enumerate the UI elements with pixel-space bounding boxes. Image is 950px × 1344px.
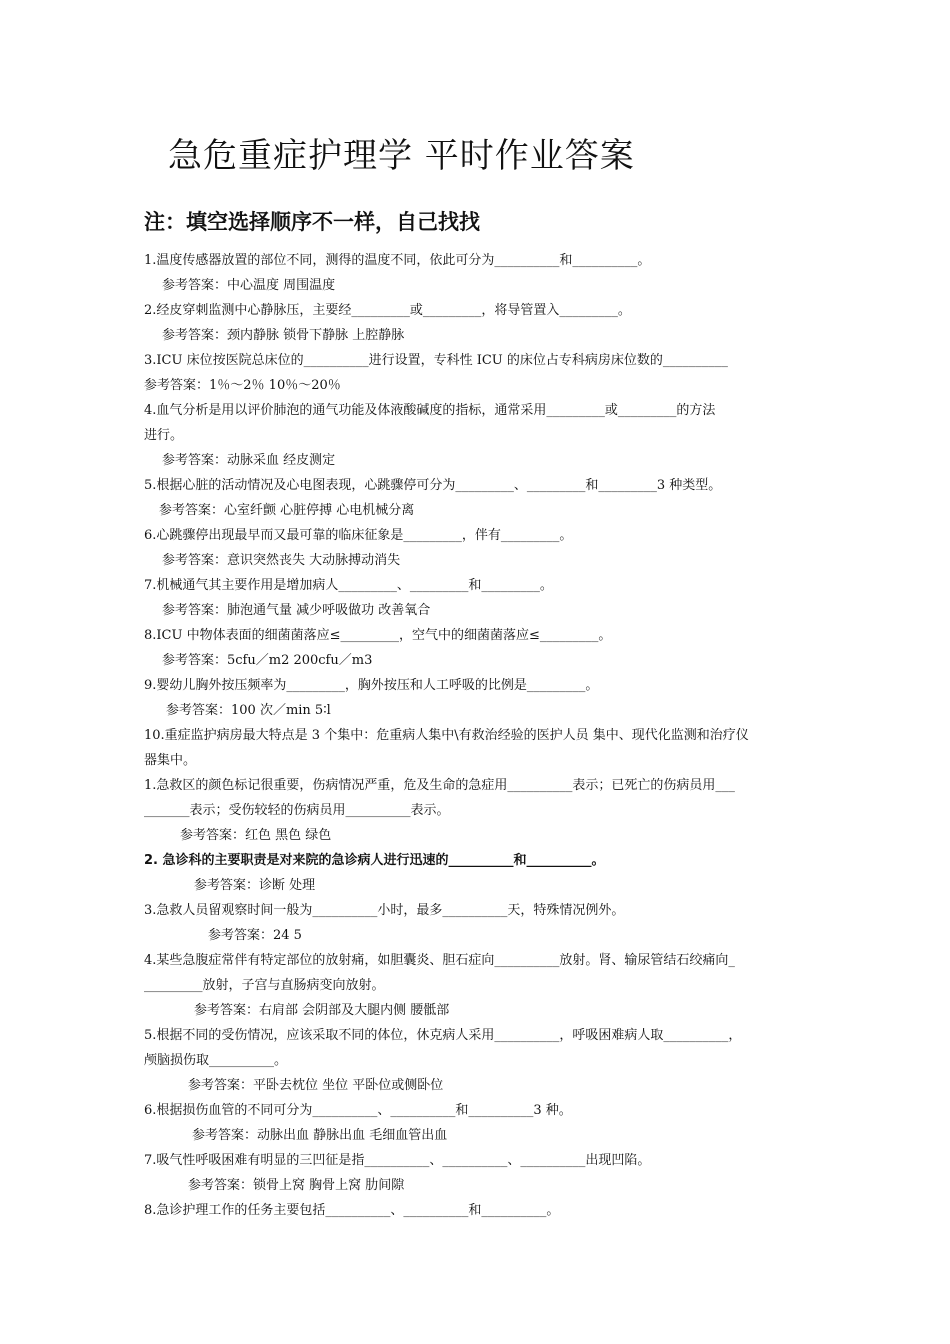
- question-line: 4.血气分析是用以评价肺泡的通气功能及体液酸碱度的指标，通常采用_________或_________的方法: [144, 403, 716, 418]
- question-line-continued: 颅脑损伤取__________。: [144, 1053, 288, 1068]
- answer-line: 参考答案：颈内静脉 锁骨下静脉 上腔静脉: [162, 328, 405, 343]
- page-title: 急危重症护理学 平时作业答案: [168, 136, 635, 176]
- answer-line: 参考答案：24 5: [208, 928, 302, 943]
- answer-line: 参考答案：中心温度 周围温度: [162, 278, 336, 293]
- question-line: 7.吸气性呼吸困难有明显的三凹征是指__________、__________、__________出现凹陷。: [144, 1153, 651, 1168]
- document-body: [144, 248, 810, 1223]
- question-line: 1.温度传感器放置的部位不同，测得的温度不同，依此可分为__________和__________。: [144, 253, 651, 268]
- question-line: 2.经皮穿刺监测中心静脉压，主要经_________或_________，将导管置入_________。: [144, 303, 631, 318]
- question-line: 9.婴幼儿胸外按压频率为_________，胸外按压和人工呼吸的比例是_________。: [144, 678, 599, 693]
- answer-line: 参考答案：右肩部 会阴部及大腿内侧 腰骶部: [194, 1003, 450, 1018]
- question-line-continued: _________放射，子宫与直肠病变向放射。: [144, 978, 385, 993]
- answer-line: 参考答案：肺泡通气量 减少呼吸做功 改善氧合: [162, 603, 431, 618]
- question-line-continued: _______表示；受伤较轻的伤病员用__________表示。: [144, 803, 450, 818]
- answer-line: 参考答案：5cfu／m2 200cfu／m3: [162, 653, 373, 668]
- question-line: 10.重症监护病房最大特点是 3 个集中：危重病人集中\有救治经验的医护人员 集中、现代化监测和治疗仪: [144, 728, 749, 743]
- question-line: 3.急救人员留观察时间一般为__________小时，最多__________天，特殊情况例外。: [144, 903, 625, 918]
- question-line: 8.ICU 中物体表面的细菌菌落应≤_________，空气中的细菌菌落应≤_________。: [144, 628, 612, 643]
- answer-line: 参考答案：动脉采血 经皮测定: [162, 453, 336, 468]
- question-line: 7.机械通气其主要作用是增加病人_________、_________和_________。: [144, 578, 553, 593]
- question-line: 5.根据不同的受伤情况，应该采取不同的体位，休克病人采用__________，呼吸困难病人取__________，: [144, 1028, 742, 1043]
- answer-line: 参考答案：心室纤颤 心脏停搏 心电机械分离: [159, 503, 415, 518]
- question-line: 1.急救区的颜色标记很重要，伤病情况严重，危及生命的急症用__________表示；已死亡的伤病员用___: [144, 778, 735, 793]
- question-line: 6.心跳骤停出现最早而又最可靠的临床征象是_________，伴有_________。: [144, 528, 573, 543]
- answer-line: 参考答案：1％～2％ 10％～20％: [144, 378, 341, 393]
- question-line: 6.根据损伤血管的不同可分为__________、__________和__________3 种。: [144, 1103, 572, 1118]
- answer-line: 参考答案：动脉出血 静脉出血 毛细血管出血: [192, 1128, 448, 1143]
- answer-line: 参考答案：红色 黑色 绿色: [180, 828, 332, 843]
- answer-line: 参考答案：锁骨上窝 胸骨上窝 肋间隙: [188, 1178, 405, 1193]
- answer-line: 参考答案：诊断 处理: [194, 878, 316, 893]
- note-heading: 注：填空选择顺序不一样，自己找找: [144, 210, 480, 234]
- question-line: 5.根据心脏的活动情况及心电图表现，心跳骤停可分为_________、_________和_________3 种类型。: [144, 478, 722, 493]
- question-line: 8.急诊护理工作的任务主要包括__________、__________和__________。: [144, 1203, 560, 1218]
- question-line: 3.ICU 床位按医院总床位的__________进行设置，专科性 ICU 的床位占专科病房床位数的__________: [144, 353, 728, 368]
- question-line: 4.某些急腹症常伴有特定部位的放射痛，如胆囊炎、胆石症向__________放射。肾、输尿管结石绞痛向_: [144, 953, 735, 968]
- answer-line: 参考答案：意识突然丧失 大动脉搏动消失: [162, 553, 401, 568]
- answer-line: 参考答案：平卧去枕位 坐位 平卧位或侧卧位: [188, 1078, 444, 1093]
- question-line-continued: 器集中。: [144, 753, 197, 768]
- answer-line: 参考答案：100 次／min 5∶l: [166, 703, 331, 718]
- question-line-continued: 进行。: [144, 428, 184, 443]
- question-line: 2. 急诊科的主要职责是对来院的急诊病人进行迅速的__________和__________。: [144, 853, 605, 868]
